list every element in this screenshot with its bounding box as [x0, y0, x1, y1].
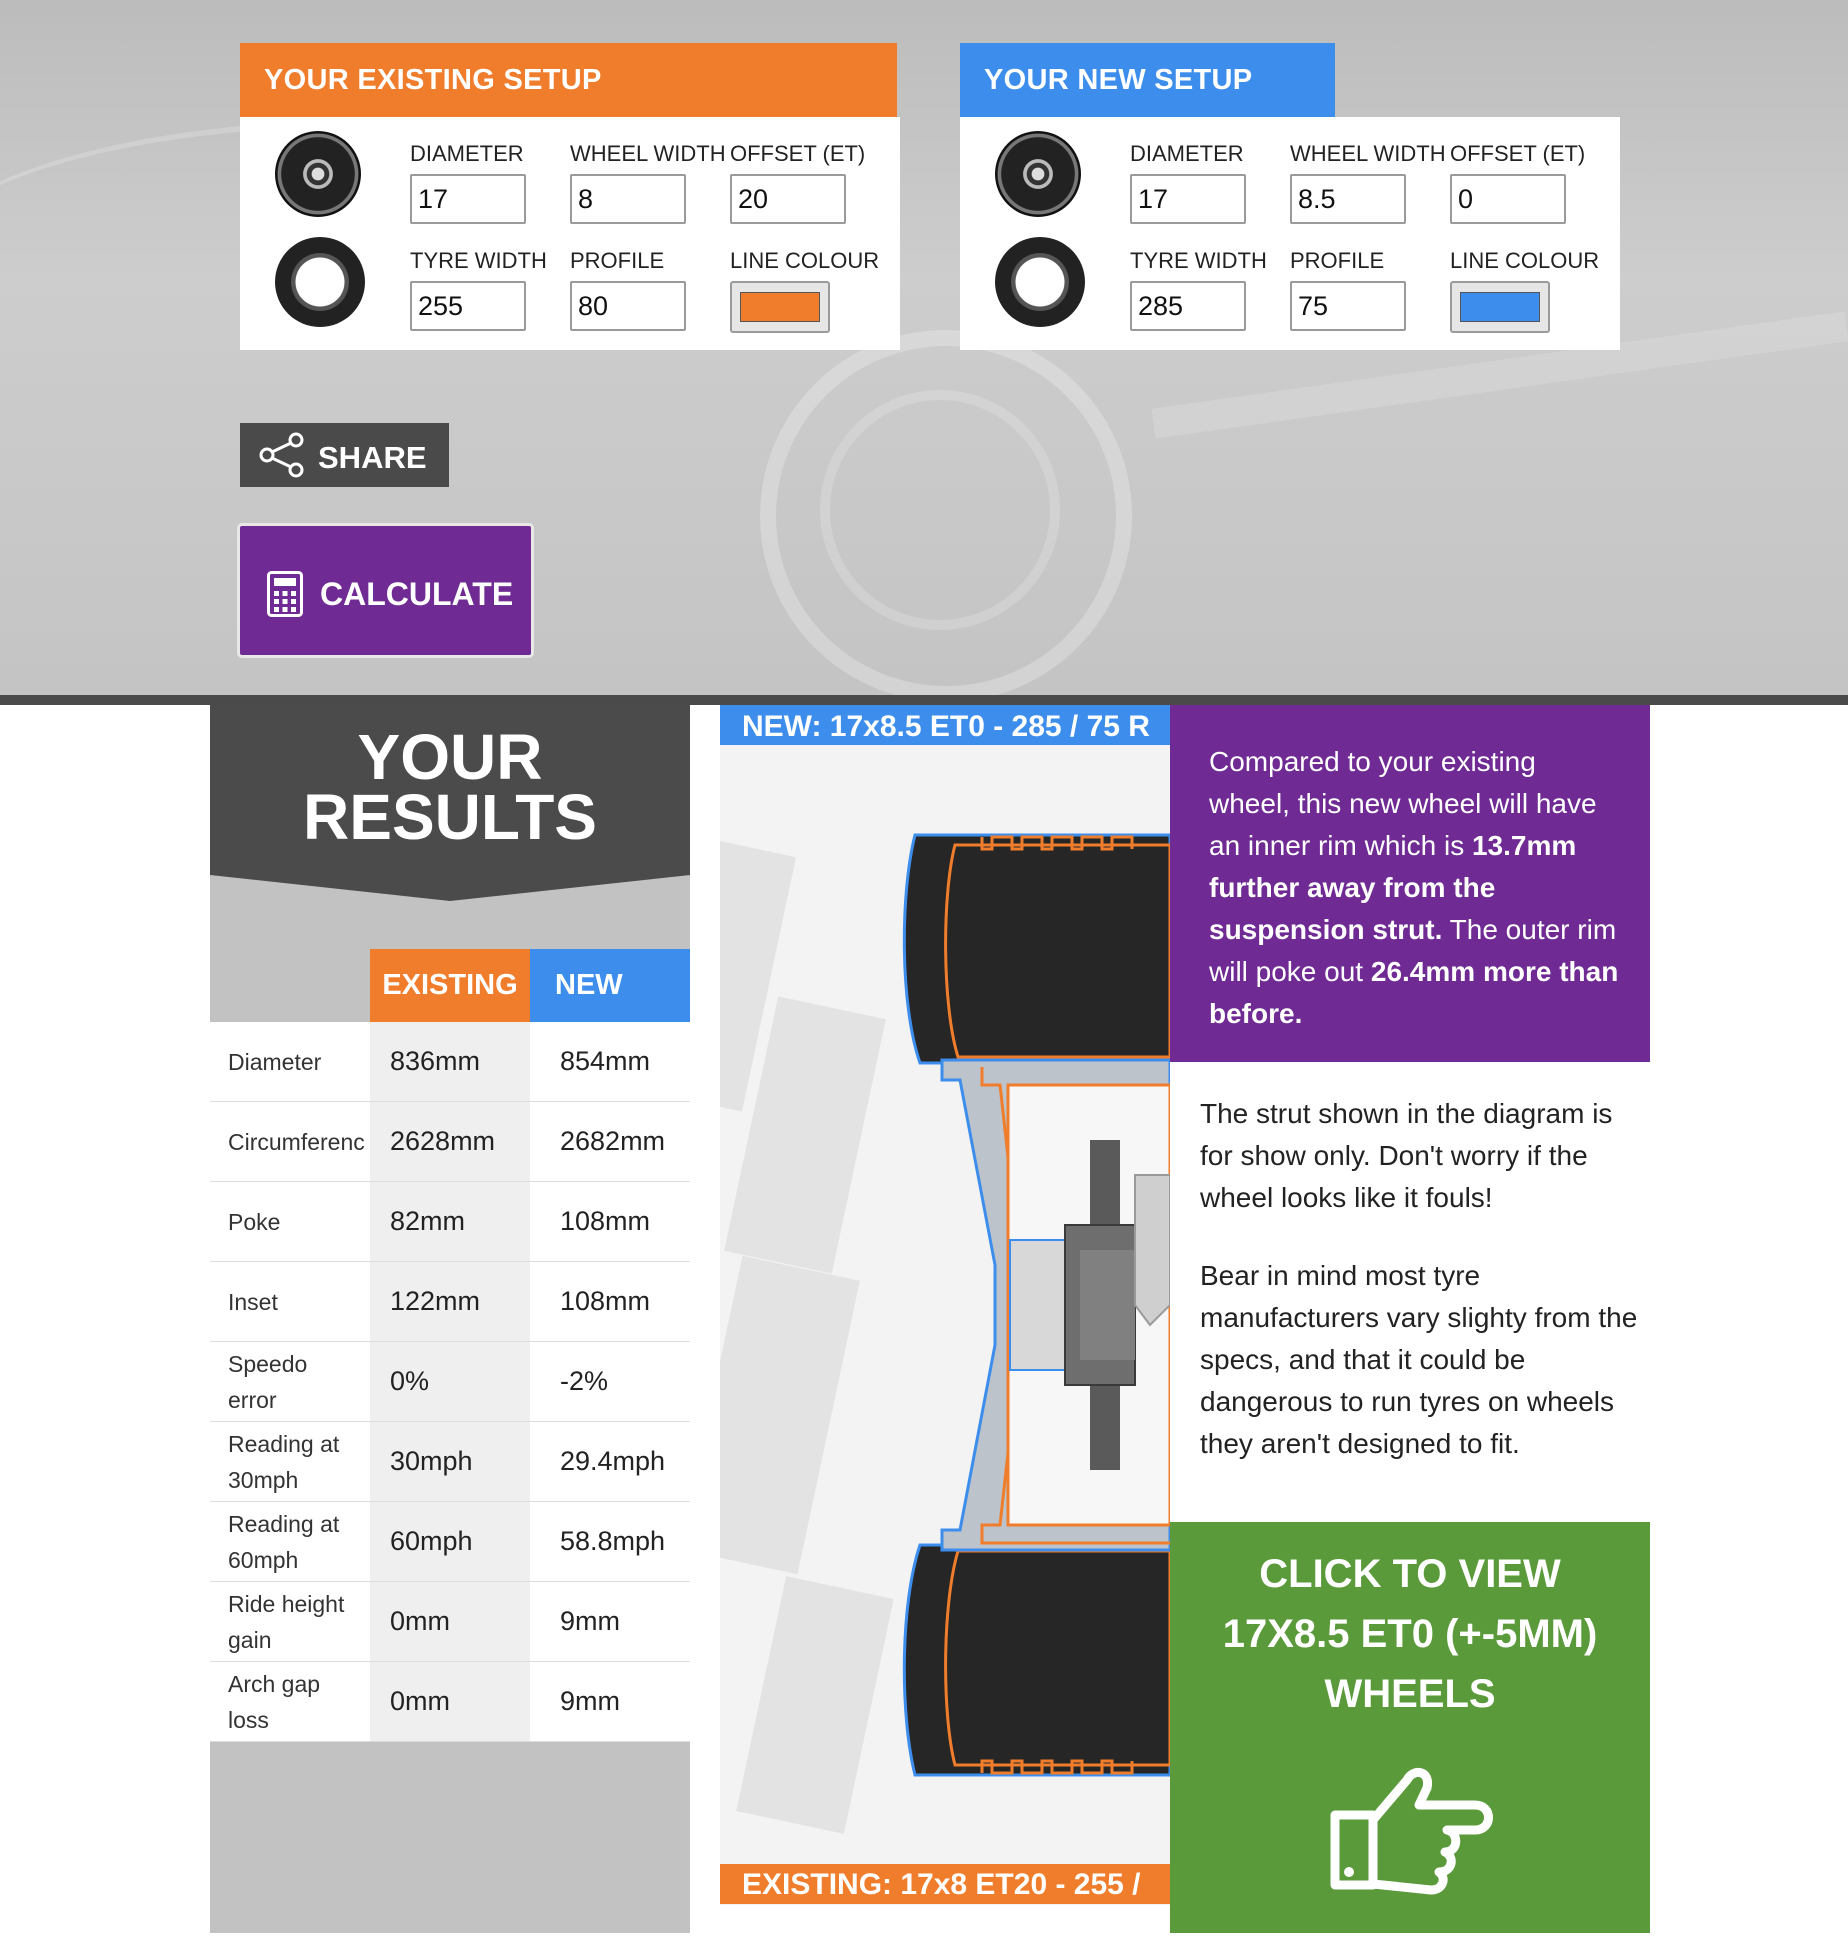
new-line-colour-swatch: [1460, 292, 1540, 322]
line-colour-label: LINE COLOUR: [1450, 248, 1600, 273]
row-label-text: Diameter: [228, 1048, 322, 1075]
pointing-hand-icon: [1327, 1760, 1497, 1900]
disclaimer-paragraph: The strut shown in the diagram is for show only. Don't worry if the wheel looks like it fouls!: [1200, 1098, 1613, 1213]
existing-tyre-width-input[interactable]: 255: [410, 281, 526, 331]
new-setup-panel: [960, 117, 1620, 350]
tyre-width-label: TYRE WIDTH: [1130, 248, 1267, 273]
offset-label: OFFSET (ET): [1450, 141, 1586, 166]
new-tyre-width-input[interactable]: 285: [1130, 281, 1246, 331]
profile-label: PROFILE: [570, 248, 665, 273]
disclaimer-paragraph: Bear in mind most tyre manufacturers vary slighty from the specs, and that it could be dangerous to run tyres on wheels they aren't designed to fit.: [1200, 1260, 1638, 1459]
row-label-text: Speedo error: [228, 1350, 308, 1413]
profile-label: PROFILE: [1290, 248, 1385, 273]
table-row: [210, 1582, 690, 1662]
column-header-new: NEW: [530, 949, 690, 1022]
calculate-label: CALCULATE: [320, 576, 514, 612]
existing-value: 836mm: [370, 1022, 530, 1101]
existing-value: 122mm: [370, 1262, 530, 1341]
row-label-text: Inset: [228, 1288, 278, 1315]
existing-value: 0mm: [370, 1662, 530, 1741]
new-wheel-width-input[interactable]: 8.5: [1290, 174, 1406, 224]
new-profile-input[interactable]: 75: [1290, 281, 1406, 331]
new-setup-title: YOUR NEW SETUP: [960, 43, 1335, 117]
row-label-text: Poke: [228, 1208, 281, 1235]
view-wheels-button[interactable]: [1170, 1522, 1650, 1933]
tyre-icon: [275, 237, 365, 327]
new-diameter-input[interactable]: 17: [1130, 174, 1246, 224]
new-size-banner: NEW: 17x8.5 ET0 - 285 / 75 R: [720, 705, 1170, 745]
tyre-icon: [995, 237, 1085, 327]
new-value: -2%: [530, 1342, 690, 1421]
row-label-text: Ride height gain: [228, 1590, 345, 1653]
section-divider: [0, 695, 1848, 705]
row-label: [210, 1662, 370, 1741]
comparison-highlight-outer: 26.4mm more than before.: [1209, 956, 1619, 1029]
results-title-line2: RESULTS: [303, 781, 597, 853]
cta-line: CLICK TO VIEW: [1259, 1552, 1561, 1596]
share-button[interactable]: [240, 423, 449, 487]
new-value: 108mm: [530, 1182, 690, 1261]
line-colour-label: LINE COLOUR: [730, 248, 880, 273]
new-value: 854mm: [530, 1022, 690, 1101]
existing-value: 0mm: [370, 1582, 530, 1661]
row-label: [210, 1022, 370, 1101]
offset-label: OFFSET (ET): [730, 141, 866, 166]
existing-profile-input[interactable]: 80: [570, 281, 686, 331]
table-row: [210, 1262, 690, 1342]
tyre-width-label: TYRE WIDTH: [410, 248, 547, 273]
row-label-text: Reading at 60mph: [228, 1510, 340, 1573]
car-wheel-inner-silhouette: [820, 390, 1060, 630]
row-label: [210, 1262, 370, 1341]
comparison-text: Compared to your existing wheel, this new wheel will have an inner rim which is: [1209, 746, 1597, 861]
existing-value: 82mm: [370, 1182, 530, 1261]
existing-value: 30mph: [370, 1422, 530, 1501]
comparison-summary: [1170, 705, 1650, 1062]
table-row: [210, 1022, 690, 1102]
column-header-existing: EXISTING: [370, 949, 530, 1022]
cta-line: 17X8.5 ET0 (+-5MM): [1222, 1612, 1598, 1656]
share-icon: [258, 432, 308, 478]
calculator-icon: [267, 571, 303, 617]
table-row: [210, 1182, 690, 1262]
row-label-text: Reading at 30mph: [228, 1430, 340, 1493]
wheel-width-label: WHEEL WIDTH: [1290, 141, 1446, 166]
existing-setup-title: YOUR EXISTING SETUP: [240, 43, 897, 117]
new-offset-input[interactable]: 0: [1450, 174, 1566, 224]
existing-offset-input[interactable]: 20: [730, 174, 846, 224]
comparison-highlight-inner: 13.7mm further away from the suspension strut.: [1209, 830, 1577, 945]
row-label: [210, 1102, 370, 1181]
table-row: [210, 1502, 690, 1582]
wheel-cross-section: [720, 705, 1170, 1905]
row-label: [210, 1342, 370, 1421]
existing-wheel-width-input[interactable]: 8: [570, 174, 686, 224]
wheel-width-label: WHEEL WIDTH: [570, 141, 726, 166]
diameter-label: DIAMETER: [1130, 141, 1244, 166]
suspension-strut: [1135, 1175, 1170, 1325]
existing-diameter-input[interactable]: 17: [410, 174, 526, 224]
results-title-line1: YOUR: [357, 721, 543, 793]
disclaimer-text: [1200, 1093, 1640, 1501]
existing-value: 0%: [370, 1342, 530, 1421]
row-label-text: Circumferenc: [228, 1128, 365, 1155]
row-label: [210, 1422, 370, 1501]
row-label: [210, 1582, 370, 1661]
new-value: 9mm: [530, 1582, 690, 1661]
share-label: SHARE: [318, 440, 427, 475]
new-value: 2682mm: [530, 1102, 690, 1181]
row-label: [210, 1182, 370, 1261]
calculate-button[interactable]: [237, 523, 534, 658]
table-row: [210, 1102, 690, 1182]
cta-line: WHEELS: [1324, 1672, 1496, 1716]
new-value: 29.4mph: [530, 1422, 690, 1501]
existing-line-colour-picker[interactable]: [730, 281, 830, 333]
wheel-fitment-diagram: [720, 705, 1170, 1905]
existing-value: 60mph: [370, 1502, 530, 1581]
view-wheels-label: [1170, 1544, 1650, 1724]
results-table: [210, 1022, 690, 1742]
existing-setup-panel: [240, 117, 900, 350]
row-label: [210, 1502, 370, 1581]
results-panel: [210, 705, 690, 1933]
existing-line-colour-swatch: [740, 292, 820, 322]
existing-size-banner: EXISTING: 17x8 ET20 - 255 /: [720, 1864, 1170, 1904]
watermark: [720, 838, 894, 1833]
row-label-text: Arch gap loss: [228, 1670, 321, 1733]
new-line-colour-picker[interactable]: [1450, 281, 1550, 333]
wheel-rim-icon: [995, 131, 1081, 217]
existing-value: 2628mm: [370, 1102, 530, 1181]
table-row: [210, 1422, 690, 1502]
table-row: [210, 1342, 690, 1422]
new-value: 9mm: [530, 1662, 690, 1741]
hero-background: [0, 0, 1848, 695]
results-title: [210, 721, 690, 853]
hub-centre: [1080, 1250, 1135, 1360]
comparison-text: The outer rim will poke out: [1209, 914, 1617, 987]
diameter-label: DIAMETER: [410, 141, 524, 166]
new-value: 58.8mph: [530, 1502, 690, 1581]
new-value: 108mm: [530, 1262, 690, 1341]
wheel-rim-icon: [275, 131, 361, 217]
table-row: [210, 1662, 690, 1742]
